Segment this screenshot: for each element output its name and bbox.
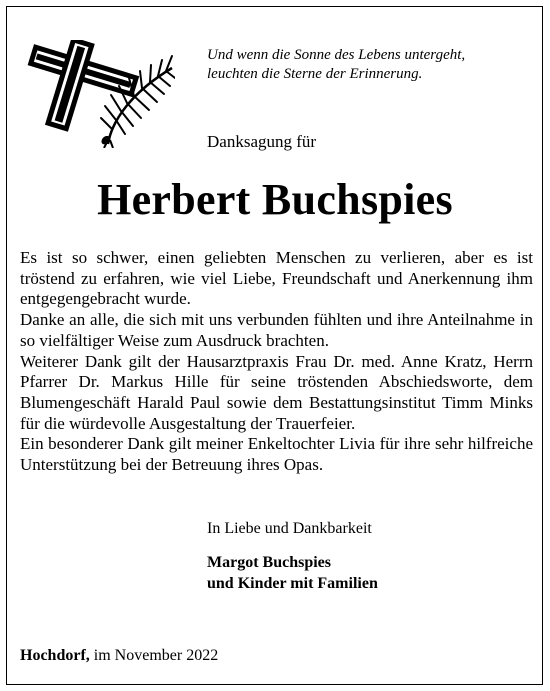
signers [207, 552, 378, 594]
paragraph: Danke an alle, die sich mit uns verbunden fühlten und ihre Anteilnahme in so vielfältiger Weise zum Ausdruck brachten. [20, 310, 533, 350]
place-date [20, 647, 218, 665]
closing-line: In Liebe und Dankbarkeit [207, 520, 372, 537]
signer-line-1: Margot Buchspies [207, 554, 331, 571]
memorial-quote [207, 46, 527, 84]
signer-line-2: und Kinder mit Familien [207, 575, 378, 592]
paragraph: Weiterer Dank gilt der Hausarztpraxis Frau Dr. med. Anne Kratz, Herrn Pfarrer Dr. Markus Hille für seine tröstenden Abschiedsworte, dem Blumengeschäft Harald Paul sowie dem Bestattungsinstitut Timm Minks für die würdevolle Ausgestaltung der Trauerfeier. [20, 351, 533, 433]
paragraph: Ein besonderer Dank gilt meiner Enkeltochter Livia für ihre sehr hilfreiche Unterstützung bei der Betreuung ihres Opas. [20, 434, 533, 475]
quote-line-2: leuchten die Sterne der Erinnerung. [207, 66, 423, 82]
quote-line-1: Und wenn die Sonne des Lebens untergeht, [207, 47, 466, 63]
cross-with-palm-frond-icon [20, 40, 175, 148]
thanks-body [20, 248, 533, 476]
date: im November 2022 [93, 647, 219, 664]
intro-text: Danksagung für [207, 132, 317, 151]
deceased-name: Herbert Buchspies [97, 175, 453, 224]
paragraph: Es ist so schwer, einen geliebten Menschen zu verlieren, aber es ist tröstend zu erfahren, wie viel Liebe, Freundschaft und Anerkennung ihm entgegengebracht wurde. [20, 248, 533, 309]
town: Hochdorf, [20, 647, 90, 664]
